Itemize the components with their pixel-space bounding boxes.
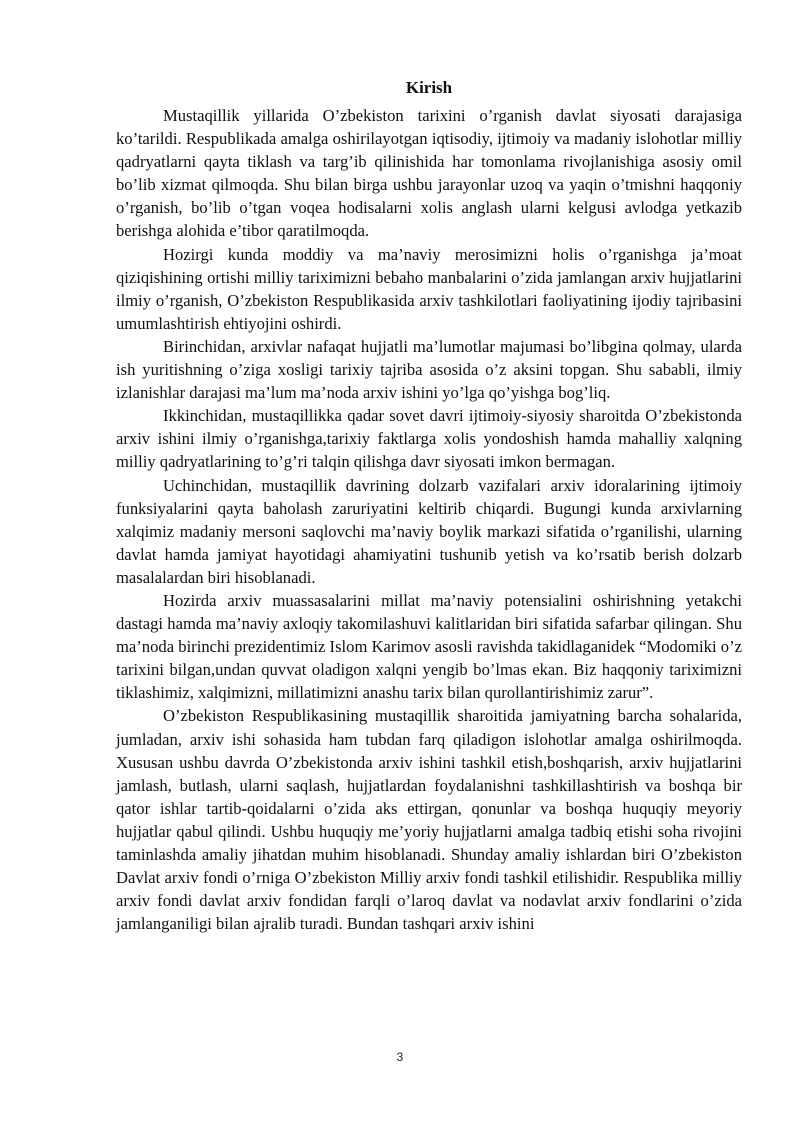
page-number: 3 xyxy=(396,1050,404,1064)
page-title: Kirish xyxy=(405,78,453,97)
paragraph-2: Hozirgi kunda moddiy va ma’naviy merosimizni holis o’rganishga ja’moat qiziqishining ortishi milliy tariximizni bebaho manbalarini o’zida jamlangan arxiv hujjatlarini ilmiy o’rganish, O’zbekiston Respublikasida arxiv tashkilotlari faoliyatining ijodiy tajribasini umumlashtirish ehtiyojini oshirdi. xyxy=(116,244,742,333)
paragraph-6: Hozirda arxiv muassasalarini millat ma’naviy potensialini oshirishning yetakchi dastagi hamda ma’naviy axloqiy takomilashuvi kalitlaridan biri sifatida safarbar qilingan. Shu ma’noda birinchi prezidentimiz Islom Karimov asosli ravishda takidlaganidek “Modomiki o’z tarixini bilgan,undan quvvat oladigon xalqni yengib bo’lmas ekan. Biz haqqoniy tariximizni tiklashimiz, xalqimizni, millatimizni anashu tarix bilan qurollantirishimiz zarur”. xyxy=(116,590,742,703)
document-page xyxy=(116,76,742,935)
paragraph-3: Birinchidan, arxivlar nafaqat hujjatli ma’lumotlar majumasi bo’libgina qolmay, ularda ish yuritishning o’ziga xosligi tarixiy tajriba asosida o’z aksini topgan. Shu sababli, ilmiy izlanishlar darajasi ma’lum ma’noda arxiv ishini yo’lga qo’yishga bog’liq. xyxy=(116,336,742,403)
paragraph-7: O’zbekiston Respublikasining mustaqillik sharoitida jamiyatning barcha sohalarida, jumladan, arxiv ishi sohasida ham tubdan farq qiladigon islohotlar amalga oshirilmoqda. Xususan ushbu davrda O’zbekistonda arxiv ishini tashkil etish,boshqarish, arxiv hujjatlarini jamlash, butlash, ularni saqlash, hujjatlardan foydalanishni tashkillashtirish va boshqa bir qator ishlar tartib-qoidalarni o’zida aks ettirgan, qonunlar va boshqa huquqiy meyoriy hujjatlar qabul qilindi. Ushbu huquqiy me’yoriy hujjatlarni amalga tadbiq etishi soha rivojini taminlashda amaliy jihatdan muhim hisoblanadi. Shunday amaliy ishlardan biri O’zbekiston Davlat arxiv fondi o’rniga O’zbekiston Milliy arxiv fondi tashkil etilishidir. Respublika milliy arxiv fondi davlat arxiv fondidan farqli o’laroq davlat va nodavlat arxiv fondlarini o’zida jamlanganiligi bilan ajralib turadi. Bundan tashqari arxiv ishini xyxy=(116,706,742,934)
paragraph-5: Uchinchidan, mustaqillik davrining dolzarb vazifalari arxiv idoralarining ijtimoiy funksiyalarini qayta baholash zaruriyatini keltirib chiqardi. Bugungi kunda arxivlarning xalqimiz madaniy mersoni saqlovchi ma’naviy boylik markazi sifatida o’rganilishi, ularning davlat hamda jamiyat hayotidagi ahamiyatini tushunib yetish va ko’rsatib berish dolzarb masalalardan biri hisoblanadi. xyxy=(116,475,742,587)
paragraph-1: Mustaqillik yillarida O’zbekiston tarixini o’rganish davlat siyosati darajasiga ko’tarildi. Respublikada amalga oshirilayotgan iqtisodiy, ijtimoiy va madaniy islohotlar milliy qadryatlarni qayta tiklash va targ’ib qilinishida har tomonlama rivojlanishiga asosiy omil bo’lib xizmat qilmoqda. Shu bilan birga ushbu jarayonlar uzoq va yaqin o’tmishni haqqoniy o’rganish, bo’lib o’tgan voqea hodisalarni xolis anglash ularni kelgusi avlodga yetkazib berishga alohida e’tibor qaratilmoqda. xyxy=(116,106,742,241)
paragraph-4: Ikkinchidan, mustaqillikka qadar sovet davri ijtimoiy-siyosiy sharoitda O’zbekistonda arxiv ishini ilmiy o’rganishga,tarixiy faktlarga xolis yondoshish hamda mahalliy xalqning milliy qadryatlarining to’g’ri talqin qilishga davr siyosati imkon bermagan. xyxy=(116,406,742,472)
